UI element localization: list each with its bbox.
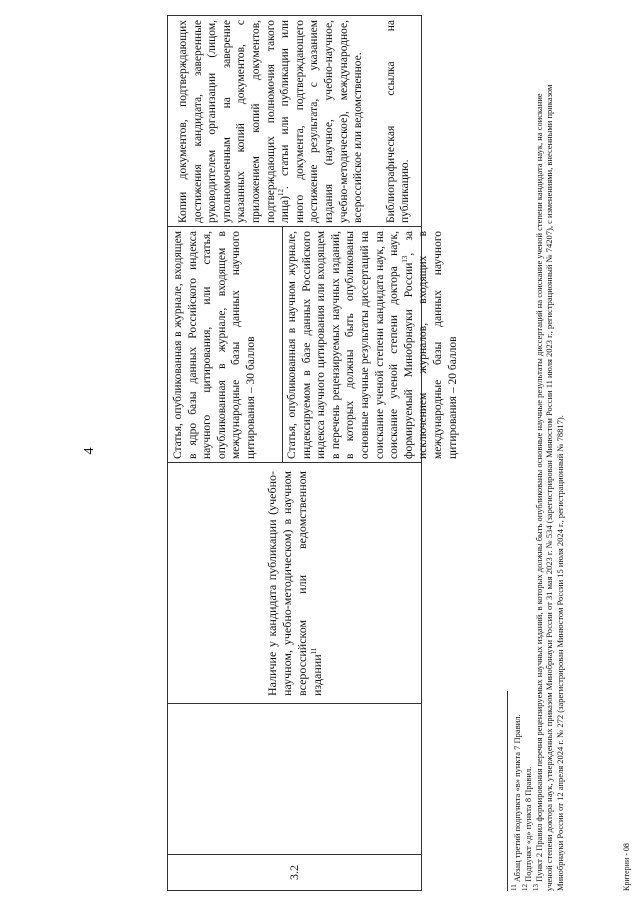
value-30-text: Статья, опубликованная в журнале, входящем в ядро базы данных Российского индекса научного цитирования, или статья, опубликованная в журнале, входящем в международные базы данных научного цитирования – 30 баллов (172, 231, 257, 459)
value-20-text-b: , за исключением журналов, входящих в международные базы данных научного цитирования – 20 баллов (402, 231, 459, 459)
value-cell-20 (282, 227, 459, 463)
documents-text-c: Библиографическая ссылка на публикацию. (384, 20, 412, 223)
footnote-11: $^{11}$ Абзац третий подпункта «в» пункта 7 Правил. (510, 714, 522, 891)
footnote-ref: 13 (400, 255, 409, 263)
footer-code: Критерии - 08 (622, 843, 631, 891)
documents-text-b: . статьи или публикации или иного документа, подтверждающего достижение результата, с указанием издания (научное, учебно-научное, учебно-методическое), международное, всероссийское или ведомственное. (279, 20, 365, 223)
documents-cell (168, 16, 421, 227)
page-number: 4 (82, 447, 97, 455)
footnote-ref: 12 (277, 189, 286, 197)
footnotes (507, 71, 566, 891)
value-cell-30 (168, 227, 282, 463)
criterion-cell (168, 463, 421, 704)
criterion-text: Наличие у кандидата публикации (учебно-научном, учебно-методическом) в научном всероссийском или ведомственном издании$^{11}$ (264, 471, 324, 696)
documents-text-a: Копии документов, подтверждающих достижения кандидата, заверенные руководителем организации (лицом, уполномоченным на заверение указанных копий документов, с приложением копий документов, подтверждающих полномочия такого лица) (177, 20, 292, 223)
footnote-12: $^{12}$ Подпункт «д» пункта 8 Правил. (520, 766, 533, 891)
footnote-ref: 11 (309, 647, 318, 655)
row-number: 3.2 (287, 865, 302, 880)
row-number-cell (168, 855, 421, 890)
footnote-13: $^{13}$ Пункт 2 Правил формирования перечня рецензируемых научных изданий, в которых должны быть опубликованы основные научные результаты диссертаций на соискание ученой степени кандидата наук, на соискание ученой степени доктора наук, утвержденных приказом Минобрнауки России от 31 мая 2023 г. № 534 (зарегистрирован Минюстом России 11 июля 2023 г., регистрационный № 74207), с изменениями, внесенными приказом Минобрнауки России от 12 апреля 2024 г. № 272 (зарегистрирован Минюстом России 15 июля 2024 г., регистрационный № 78817). (531, 84, 566, 891)
value-20-text-a: Статья, опубликованная в научном журнале, индексируемом в базе данных Российского индекса научного цитирования или входящем в перечень рецензируемых научных изданий, в которых должны быть опубликованы основные научные результаты диссертаций на соискание ученой степени кандидата наук, на соискание ученой степени доктора наук, формируемый Минобрнауки России (286, 231, 415, 459)
footnote-rule (507, 691, 508, 891)
criteria-table (167, 15, 459, 891)
